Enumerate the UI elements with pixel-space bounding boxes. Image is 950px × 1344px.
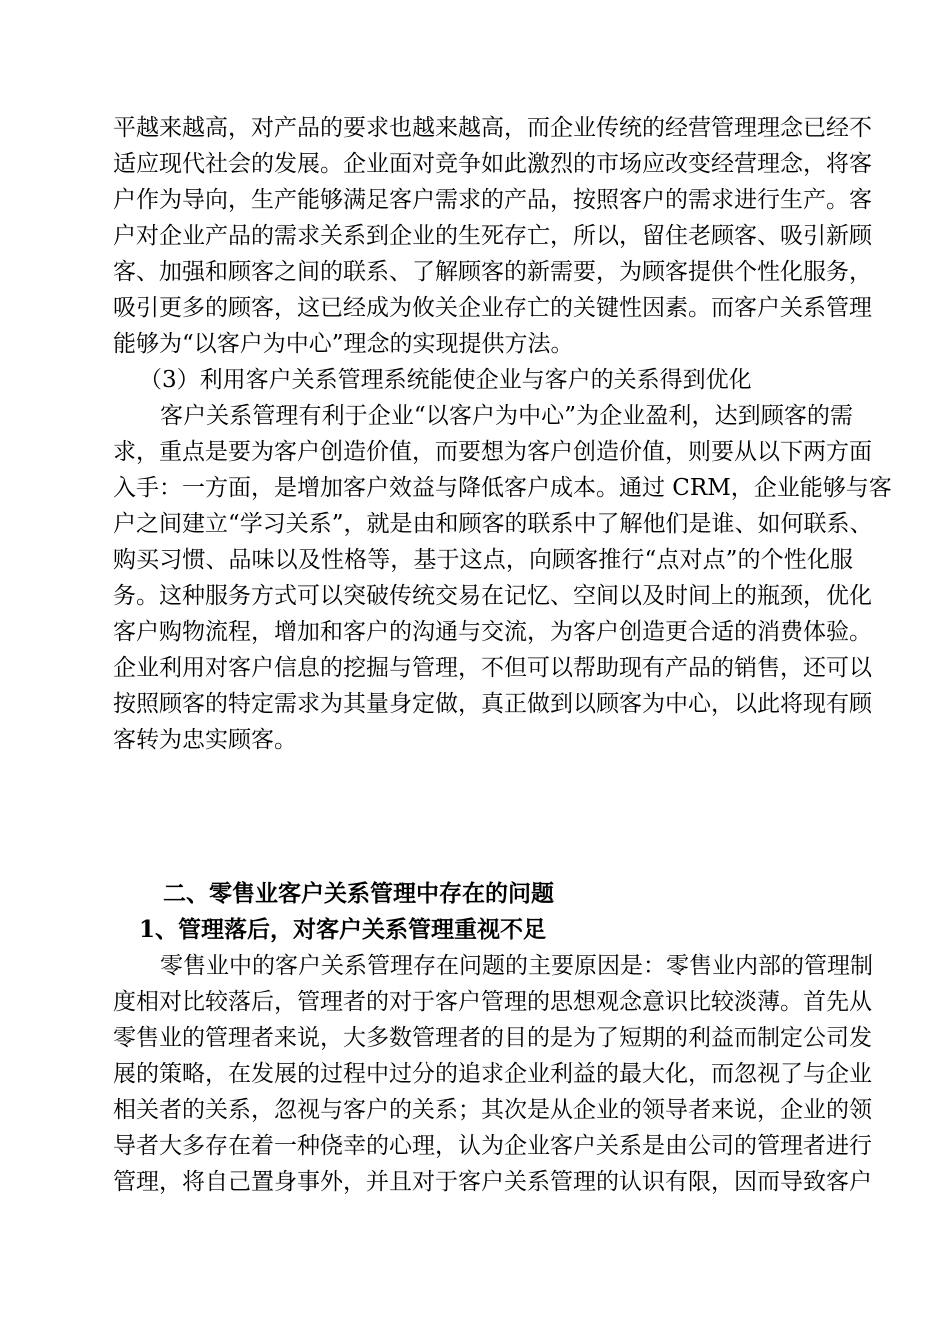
- subsection-heading: （3）利用客户关系管理系统能使企业与客户的关系得到优化: [139, 367, 752, 393]
- paragraph-line: 户之间建立“学习关系”，就是由和顾客的联系中了解他们是谁、如何联系、: [113, 511, 873, 537]
- paragraph-line: 零售业中的客户关系管理存在问题的主要原因是：零售业内部的管理制: [160, 953, 873, 979]
- paragraph-line: 平越来越高，对产品的要求也越来越高，而企业传统的经营管理理念已经不: [113, 115, 872, 141]
- paragraph-line: 客户关系管理有利于企业“以客户为中心”为企业盈利，达到顾客的需: [160, 403, 853, 429]
- paragraph-line: 购买习惯、品味以及性格等，基于这点，向顾客推行“点对点”的个性化服: [113, 547, 853, 573]
- paragraph-line: 管理，将自己置身事外，并且对于客户关系管理的认识有限，因而导致客户: [113, 1169, 872, 1195]
- paragraph-line: 务。这种服务方式可以突破传统交易在记忆、空间以及时间上的瓶颈，优化: [113, 583, 872, 609]
- paragraph-line: 入手：一方面，是增加客户效益与降低客户成本。通过 CRM，企业能够与客: [113, 475, 892, 501]
- paragraph-line: 客户购物流程，增加和客户的沟通与交流，为客户创造更合适的消费体验。: [113, 619, 872, 645]
- paragraph-line: 户作为导向，生产能够满足客户需求的产品，按照客户的需求进行生产。客: [113, 187, 872, 213]
- paragraph-line: 客转为忠实顾客。: [113, 727, 297, 753]
- subsection-heading: 1、管理落后，对客户关系管理重视不足: [139, 916, 547, 943]
- paragraph-line: 度相对比较落后，管理者的对于客户管理的思想观念意识比较淡薄。首先从: [113, 989, 872, 1015]
- paragraph-line: 能够为“以客户为中心”理念的实现提供方法。: [113, 331, 574, 357]
- section-heading: 二、零售业客户关系管理中存在的问题: [163, 880, 554, 907]
- paragraph-line: 零售业的管理者来说，大多数管理者的目的是为了短期的利益而制定公司发: [113, 1025, 872, 1051]
- paragraph-line: 相关者的关系，忽视与客户的关系；其次是从企业的领导者来说，企业的领: [113, 1097, 872, 1123]
- paragraph-line: 导者大多存在着一种侥幸的心理，认为企业客户关系是由公司的管理者进行: [113, 1133, 872, 1159]
- paragraph-line: 吸引更多的顾客，这已经成为攸关企业存亡的关键性因素。而客户关系管理: [113, 295, 872, 321]
- paragraph-line: 展的策略，在发展的过程中过分的追求企业利益的最大化，而忽视了与企业: [113, 1061, 872, 1087]
- paragraph-line: 企业利用对客户信息的挖掘与管理，不但可以帮助现有产品的销售，还可以: [113, 655, 872, 681]
- paragraph-line: 求，重点是要为客户创造价值，而要想为客户创造价值，则要从以下两方面: [113, 439, 872, 465]
- paragraph-line: 户对企业产品的需求关系到企业的生死存亡，所以，留住老顾客、吸引新顾: [113, 223, 872, 249]
- paragraph-line: 适应现代社会的发展。企业面对竞争如此激烈的市场应改变经营理念，将客: [113, 151, 872, 177]
- paragraph-line: 客、加强和顾客之间的联系、了解顾客的新需要，为顾客提供个性化服务，: [113, 259, 872, 285]
- paragraph-line: 按照顾客的特定需求为其量身定做，真正做到以顾客为中心，以此将现有顾: [113, 691, 872, 717]
